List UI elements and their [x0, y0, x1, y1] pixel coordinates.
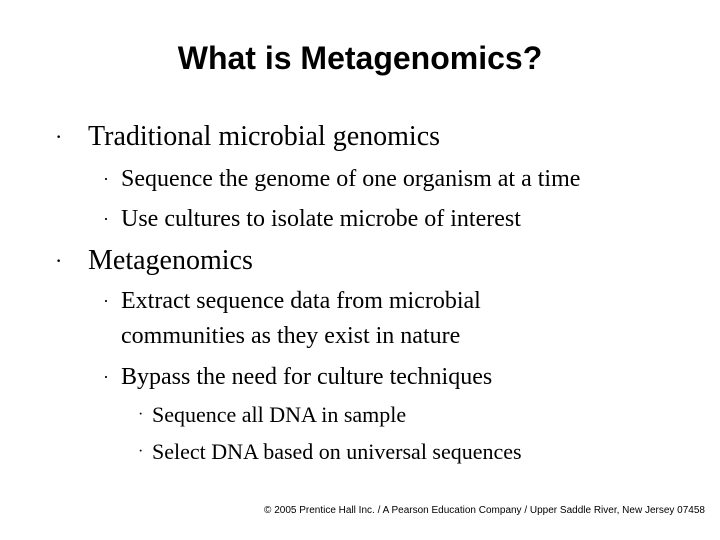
bullet-select-dna [138, 438, 522, 465]
bullet-text: Traditional microbial genomics [88, 121, 441, 152]
bullet-text: Sequence all DNA in sample [152, 402, 407, 427]
bullet-use-cultures [103, 204, 521, 234]
bullet-dot-icon: · [138, 406, 144, 423]
bullet-text: Sequence the genome of one organism at a time [121, 166, 581, 192]
slide-title: What is Metagenomics? [177, 40, 543, 76]
bullet-text: communities as they exist in nature [121, 323, 461, 349]
bullet-dot-icon: · [55, 248, 63, 273]
bullet-text: Metagenomics [88, 245, 253, 276]
bullet-dot-icon: · [103, 209, 109, 229]
bullet-metagenomics [55, 244, 253, 278]
bullet-text: Bypass the need for culture techniques [121, 364, 493, 390]
bullet-traditional-genomics [55, 120, 440, 154]
bullet-text: Extract sequence data from microbial [121, 288, 481, 314]
bullet-dot-icon: · [103, 291, 109, 311]
bullet-dot-icon: · [103, 169, 109, 189]
bullet-sequence-all-dna [138, 401, 406, 428]
bullet-extract-sequence-continuation [103, 321, 460, 351]
bullet-sequence-genome [103, 164, 580, 194]
copyright-footer: © 2005 Prentice Hall Inc. / A Pearson Education Company / Upper Saddle River, New Jersey 07458 [264, 505, 705, 516]
bullet-text: Use cultures to isolate microbe of interest [121, 206, 521, 232]
bullet-text: Select DNA based on universal sequences [152, 439, 522, 464]
bullet-dot-icon: · [55, 124, 63, 149]
bullet-dot-icon: · [138, 443, 144, 460]
bullet-extract-sequence [103, 286, 481, 316]
bullet-dot-icon: · [103, 367, 109, 387]
bullet-bypass-culture [103, 362, 492, 392]
